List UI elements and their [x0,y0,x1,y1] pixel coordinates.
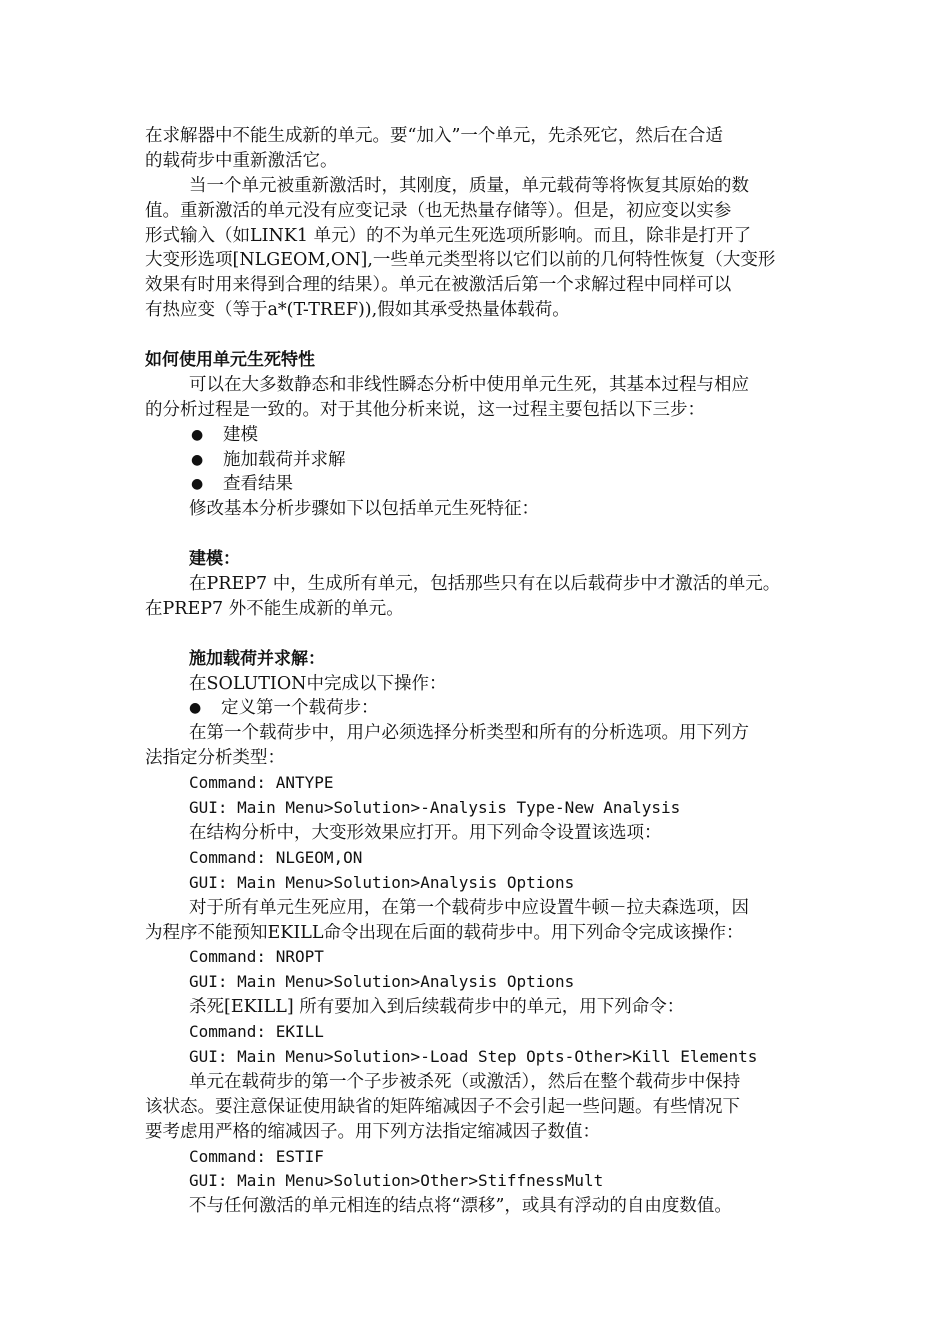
text-line: 在PREP7 外不能生成新的单元。 [145,598,404,619]
command-line: Command: ANTYPE [189,773,334,793]
bullet-icon: ● [191,476,204,493]
command-line: Command: NLGEOM,ON [189,847,363,867]
text-line: 的载荷步中重新激活它。 [145,150,338,171]
gui-path-line: GUI: Main Menu>Solution>Analysis Options [189,972,575,992]
text-line: 要考虑用严格的缩减因子。用下列方法指定缩减因子数值： [145,1121,600,1142]
text-line: 可以在大多数静态和非线性瞬态分析中使用单元生死，其基本过程与相应 [189,374,749,395]
list-item [145,423,825,448]
command-line: Command: EKILL [189,1022,324,1042]
text-line: 单元在载荷步的第一个子步被杀死（或激活），然后在整个载荷步中保持 [189,1071,741,1092]
section-heading: 施加载荷并求解： [189,648,325,669]
bullet-icon: ● [189,700,202,717]
bullet-icon: ● [191,451,204,468]
text-line: 杀死[EKILL] 所有要加入到后续载荷步中的单元，用下列命令： [189,997,685,1018]
text-line: 有热应变（等于a*(T-TREF)),假如其承受热量体载荷。 [145,300,570,321]
list-item [145,472,825,497]
text-line: 在求解器中不能生成新的单元。要“加入”一个单元，先杀死它，然后在合适 [145,126,723,146]
list-item [145,448,825,473]
text-line: 不与任何激活的单元相连的结点将“漂移”，或具有浮动的自由度数值。 [189,1196,732,1217]
text-line: 法指定分析类型： [145,748,285,769]
text-line: 效果有时用来得到合理的结果）。单元在被激活后第一个求解过程中同样可以 [145,275,732,296]
text-line: 形式输入（如LINK1 单元）的不为单元生死选项所影响。而且，除非是打开了 [145,225,752,246]
document-body [145,124,825,1219]
section-heading: 如何使用单元生死特性 [145,350,315,371]
command-line: Command: ESTIF [189,1146,324,1166]
gui-path-line: GUI: Main Menu>Solution>Analysis Options [189,872,575,892]
list-item-label: 施加载荷并求解 [223,449,346,470]
text-line: 为程序不能预知EKILL命令出现在后面的载荷步中。用下列命令完成该操作： [145,922,744,943]
text-line: 该状态。要注意保证使用缺省的矩阵缩减因子不会引起一些问题。有些情况下 [145,1096,740,1117]
section-heading: 建模： [189,549,240,570]
gui-path-line: GUI: Main Menu>Solution>-Analysis Type-New Analysis [189,798,681,818]
text-line: 对于所有单元生死应用，在第一个载荷步中应设置牛顿－拉夫森选项，因 [189,897,749,918]
text-line: 在结构分析中，大变形效果应打开。用下列命令设置该选项： [189,822,662,843]
command-line: Command: NROPT [189,947,324,967]
text-line: 大变形选项[NLGEOM,ON],一些单元类型将以它们以前的几何特性恢复（大变形 [145,250,776,271]
bullet-icon: ● [191,426,204,443]
spacer [145,522,825,547]
list-item-label: 定义第一个载荷步： [221,698,379,719]
text-line: 当一个单元被重新激活时，其刚度，质量，单元载荷等将恢复其原始的数 [189,175,749,196]
text-line: 的分析过程是一致的。对于其他分析来说，这一过程主要包括以下三步： [145,399,705,420]
text-line: 在PREP7 中，生成所有单元，包括那些只有在以后载荷步中才激活的单元。 [189,574,781,595]
text-line: 在第一个载荷步中，用户必须选择分析类型和所有的分析选项。用下列方 [189,723,749,744]
gui-path-line: GUI: Main Menu>Solution>Other>StiffnessMult [189,1171,604,1191]
text-line: 值。重新激活的单元没有应变记录（也无热量存储等）。但是，初应变以实参 [145,200,732,221]
spacer [145,323,825,348]
text-line: 修改基本分析步骤如下以包括单元生死特征： [189,499,539,520]
list-item-label: 查看结果 [223,474,293,495]
text-line: 在SOLUTION中完成以下操作： [189,673,447,694]
list-item [145,696,825,721]
gui-path-line: GUI: Main Menu>Solution>-Load Step Opts-Other>Kill Elements [189,1046,758,1066]
spacer [145,622,825,647]
list-item-label: 建模 [223,424,258,445]
